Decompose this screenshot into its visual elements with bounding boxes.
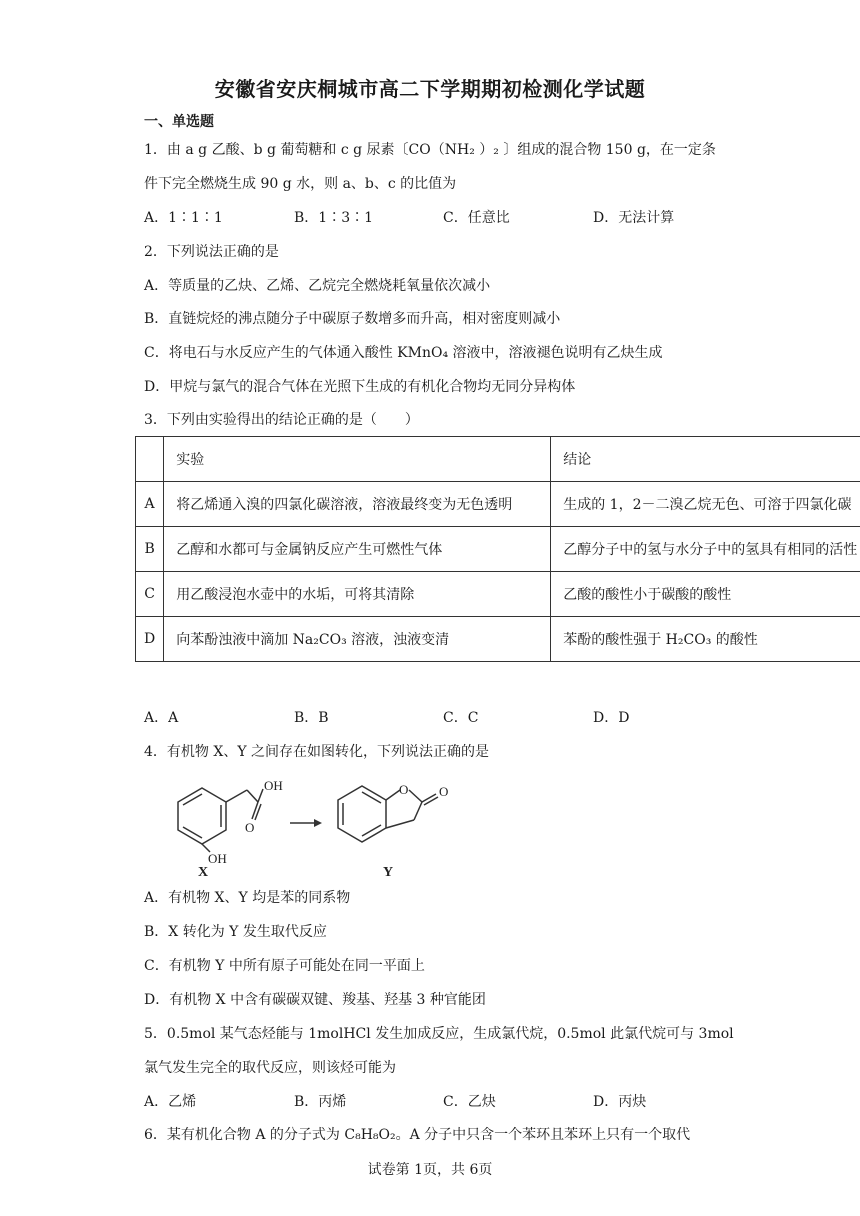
- table-cell: 将乙烯通入溴的四氯化碳溶液，溶液最终变为无色透明: [164, 482, 551, 527]
- q4-option-b: B．X 转化为 Y 发生取代反应: [144, 924, 327, 940]
- table-cell: B: [136, 527, 164, 572]
- q5-option-c: C．乙炔: [443, 1094, 496, 1110]
- q5-option-b: B．丙烯: [294, 1094, 347, 1110]
- q4-option-d: D．有机物 X 中含有碳碳双键、羧基、羟基 3 种官能团: [144, 992, 486, 1008]
- q4-stem: 4．有机物 X、Y 之间存在如图转化，下列说法正确的是: [144, 744, 490, 760]
- benzene-ring-y: [338, 786, 386, 842]
- q1-stem-line1: 1．由 a g 乙酸、b g 葡萄糖和 c g 尿素〔CO（NH₂ ）₂ 〕组成的混合物 150 g，在一定条: [144, 142, 716, 158]
- table-cell: C: [136, 572, 164, 617]
- q5-option-d: D．丙炔: [593, 1094, 647, 1110]
- q5-stem-line1: 5．0.5mol 某气态烃能与 1molHCl 发生加成反应，生成氯代烷，0.5mol 此氯代烷可与 3mol: [144, 1026, 734, 1042]
- table-row: [136, 572, 860, 617]
- label-x: X: [198, 865, 209, 880]
- table-cell: 向苯酚浊液中滴加 Na₂CO₃ 溶液，浊液变清: [164, 617, 551, 662]
- table-header-cell: [136, 437, 164, 482]
- experiment-table: [135, 436, 860, 662]
- table-cell: 乙醇和水都可与金属钠反应产生可燃性气体: [164, 527, 551, 572]
- benzene-ring-x: [178, 788, 226, 844]
- q1-option-a: A．1∶1∶1: [144, 210, 223, 226]
- oh-bottom-label: OH: [208, 851, 227, 866]
- oh-top-label: OH: [264, 778, 283, 793]
- q3-option-b: B．B: [294, 710, 329, 726]
- table-row: [136, 482, 860, 527]
- q5-option-a: A．乙烯: [144, 1094, 197, 1110]
- table-cell: 乙醇分子中的氢与水分子中的氢具有相同的活性: [551, 527, 860, 572]
- reaction-scheme-figure: [140, 772, 470, 882]
- q2-stem: 2．下列说法正确的是: [144, 244, 279, 260]
- table-row: [136, 527, 860, 572]
- q3-option-c: C．C: [443, 710, 479, 726]
- q6-stem-line1: 6．某有机化合物 A 的分子式为 C₈H₈O₂。A 分子中只含一个苯环且苯环上只有一个取代: [144, 1127, 691, 1143]
- section-heading: 一、单选题: [144, 114, 214, 130]
- carbonyl-o-label: O: [245, 820, 255, 835]
- q1-option-d: D．无法计算: [593, 210, 675, 226]
- q1-stem-line2: 件下完全燃烧生成 90 g 水，则 a、b、c 的比值为: [144, 176, 457, 192]
- q5-stem-line2: 氯气发生完全的取代反应，则该烃可能为: [144, 1060, 396, 1076]
- table-cell: 用乙酸浸泡水壶中的水垢，可将其清除: [164, 572, 551, 617]
- table-header-cell: 结论: [551, 437, 860, 482]
- q1-option-c: C．任意比: [443, 210, 510, 226]
- label-y: Y: [383, 865, 394, 880]
- q3-option-a: A．A: [144, 710, 179, 726]
- page-footer: 试卷第 1页，共 6页: [367, 1162, 493, 1178]
- lactone-o-label: O: [439, 784, 449, 799]
- q4-option-c: C．有机物 Y 中所有原子可能处在同一平面上: [144, 958, 425, 974]
- table-cell: 乙酸的酸性小于碳酸的酸性: [551, 572, 860, 617]
- table-cell: A: [136, 482, 164, 527]
- q2-option-a: A．等质量的乙炔、乙烯、乙烷完全燃烧耗氧量依次减小: [144, 278, 491, 294]
- q2-option-b: B．直链烷烃的沸点随分子中碳原子数增多而升高，相对密度则减小: [144, 311, 561, 327]
- q3-stem: 3．下列由实验得出的结论正确的是（ ）: [144, 412, 419, 428]
- table-row: [136, 617, 860, 662]
- table-cell: D: [136, 617, 164, 662]
- table-header-cell: 实验: [164, 437, 551, 482]
- q2-option-c: C．将电石与水反应产生的气体通入酸性 KMnO₄ 溶液中，溶液褪色说明有乙炔生成: [144, 345, 663, 361]
- table-header-row: [136, 437, 860, 482]
- q3-option-d: D．D: [593, 710, 630, 726]
- ring-o-label: O: [399, 782, 409, 797]
- q1-option-b: B．1∶3∶1: [294, 210, 374, 226]
- page-title: 安徽省安庆桐城市高二下学期期初检测化学试题: [214, 77, 646, 101]
- q4-option-a: A．有机物 X、Y 均是苯的同系物: [144, 890, 351, 906]
- table-cell: 生成的 1，2－二溴乙烷无色、可溶于四氯化碳: [551, 482, 860, 527]
- table-cell: 苯酚的酸性强于 H₂CO₃ 的酸性: [551, 617, 860, 662]
- reaction-arrow-icon: [314, 819, 322, 827]
- q2-option-d: D．甲烷与氯气的混合气体在光照下生成的有机化合物均无同分异构体: [144, 379, 576, 395]
